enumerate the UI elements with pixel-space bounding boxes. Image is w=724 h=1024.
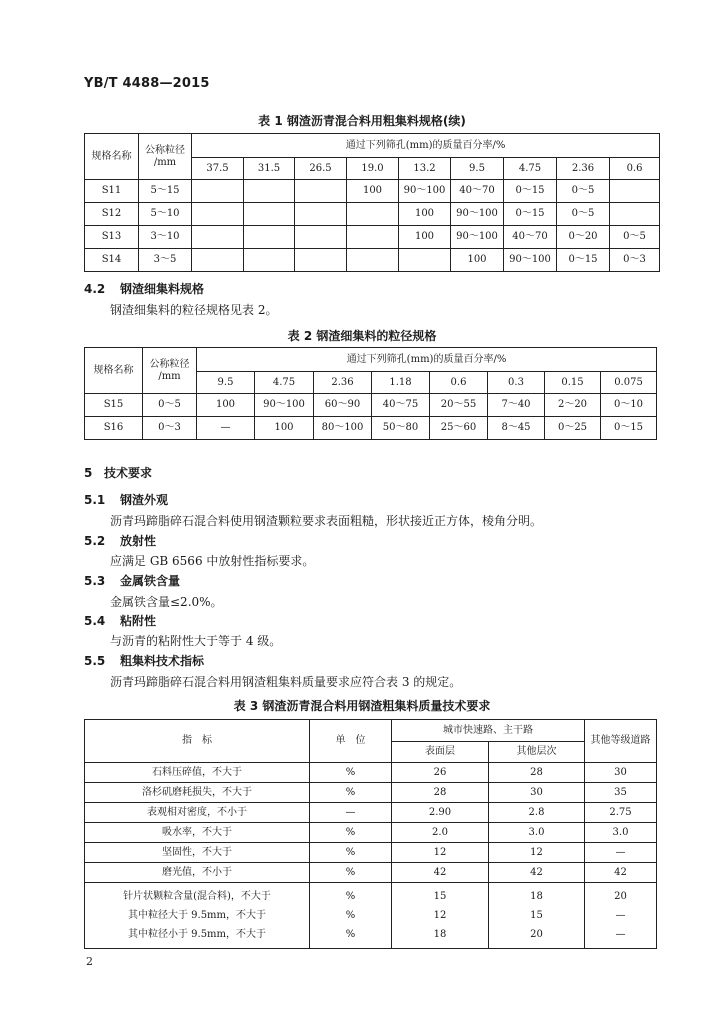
table2-value-cell: 7～40 xyxy=(488,394,545,417)
table2-sieve-header: 0.3 xyxy=(488,372,545,394)
section-4-2-heading xyxy=(84,280,204,297)
table3-other-layers-cell: 28 xyxy=(489,763,585,783)
section-5-3-text: 金属铁含量≤2.0%。 xyxy=(110,595,223,609)
table1-value-cell xyxy=(192,180,244,203)
section-5-2-text: 应满足 GB 6566 中放射性指标要求。 xyxy=(110,554,315,568)
table2-value-cell: — xyxy=(197,417,255,440)
table1-size-cell: 5～15 xyxy=(139,180,192,203)
table2-sieve-header: 0.6 xyxy=(430,372,488,394)
table2 xyxy=(84,347,657,440)
table1-value-cell xyxy=(192,226,244,249)
table1-sieve-header: 19.0 xyxy=(347,158,399,180)
table1-value-cell xyxy=(244,180,295,203)
table1-value-cell xyxy=(244,249,295,272)
table1-value-cell: 0～3 xyxy=(610,249,660,272)
table3-index-cell-line: 其中粒径大于 9.5mm，不大于 xyxy=(127,910,267,921)
table1-value-cell xyxy=(295,249,347,272)
table2-value-cell: 100 xyxy=(197,394,255,417)
table2-spec-cell: S16 xyxy=(85,417,143,440)
section-5-5-text: 沥青玛蹄脂碎石混合料用钢渣粗集料质量要求应符合表 3 的规定。 xyxy=(110,675,462,689)
table3-header-other-roads: 其他等级道路 xyxy=(585,720,657,763)
table3-surface-cell: 2.0 xyxy=(392,823,489,843)
table3-surface-cell: 28 xyxy=(392,783,489,803)
table1-value-cell: 90～100 xyxy=(399,180,451,203)
table2-spec-cell: S15 xyxy=(85,394,143,417)
section-5-4-heading xyxy=(84,612,156,629)
table3-other-roads-cell: 2.75 xyxy=(585,803,657,823)
table2-value-cell: 0～15 xyxy=(601,417,657,440)
table1-sieve-header: 26.5 xyxy=(295,158,347,180)
table2-sieve-header: 1.18 xyxy=(372,372,430,394)
table1-value-cell xyxy=(610,203,660,226)
section-number: 5.5 xyxy=(84,654,106,668)
table3-index-cell: 表观相对密度，不小于 xyxy=(85,803,310,823)
section-5-1-text: 沥青玛蹄脂碎石混合料使用钢渣颗粒要求表面粗糙，形状接近正方体，棱角分明。 xyxy=(110,514,543,528)
table3-other-layers-cell-line: 15 xyxy=(530,910,543,921)
table2-value-cell: 2～20 xyxy=(545,394,601,417)
table1-size-cell: 3～5 xyxy=(139,249,192,272)
table2-value-cell: 40～75 xyxy=(372,394,430,417)
table3 xyxy=(84,719,657,949)
standard-code-header: YB/T 4488—2015 xyxy=(84,76,210,91)
table3-other-layers-cell: 3.0 xyxy=(489,823,585,843)
table2-value-cell: 100 xyxy=(255,417,314,440)
table1-size-cell: 3～10 xyxy=(139,226,192,249)
table-row xyxy=(85,203,660,226)
table1-value-cell xyxy=(347,203,399,226)
table3-unit-cell: % xyxy=(310,823,392,843)
table3-other-roads-cell: 30 xyxy=(585,763,657,783)
table1-sieve-header: 37.5 xyxy=(192,158,244,180)
table2-value-cell: 0～25 xyxy=(545,417,601,440)
section-title: 钢渣细集料规格 xyxy=(120,282,205,296)
section-4-2-text: 钢渣细集料的粒径规格见表 2。 xyxy=(110,303,278,317)
table3-surface-cell xyxy=(392,883,489,949)
table-row xyxy=(85,823,657,843)
table2-value-cell: 8～45 xyxy=(488,417,545,440)
table-row xyxy=(85,803,657,823)
section-number: 5.1 xyxy=(84,493,106,507)
table3-other-layers-cell: 30 xyxy=(489,783,585,803)
table3-other-layers-cell: 2.8 xyxy=(489,803,585,823)
table1-value-cell xyxy=(244,226,295,249)
table3-header-surface: 表面层 xyxy=(392,742,489,763)
table3-surface-cell: 42 xyxy=(392,863,489,883)
table1-value-cell: 0～5 xyxy=(557,180,610,203)
section-number: 5.3 xyxy=(84,574,106,588)
table1-value-cell: 0～5 xyxy=(610,226,660,249)
table3-unit-cell: % xyxy=(310,863,392,883)
page-number: 2 xyxy=(86,955,93,968)
table3-unit-cell: % xyxy=(310,763,392,783)
table1 xyxy=(84,133,660,272)
table1-value-cell: 90～100 xyxy=(451,203,504,226)
table1-header-size: 公称粒径 /mm xyxy=(139,134,192,180)
table1-value-cell xyxy=(192,203,244,226)
table1-value-cell xyxy=(192,249,244,272)
table1-value-cell: 100 xyxy=(399,226,451,249)
table2-value-cell: 80～100 xyxy=(314,417,372,440)
table3-caption: 表 3 钢渣沥青混合料用钢渣粗集料质量技术要求 xyxy=(233,699,491,713)
section-title: 钢渣外观 xyxy=(120,493,169,507)
table-row xyxy=(85,763,657,783)
table2-header-spec: 规格名称 xyxy=(85,348,143,394)
table1-value-cell xyxy=(347,249,399,272)
table2-value-cell: 50～80 xyxy=(372,417,430,440)
table3-other-layers-cell-line: 20 xyxy=(530,929,543,940)
section-number: 5.4 xyxy=(84,614,106,628)
table1-sieve-header: 31.5 xyxy=(244,158,295,180)
section-number: 4.2 xyxy=(84,282,106,296)
table3-index-cell xyxy=(85,883,310,949)
table1-sieve-header: 9.5 xyxy=(451,158,504,180)
table-row xyxy=(85,226,660,249)
table3-unit-cell: — xyxy=(310,803,392,823)
table2-value-cell: 0～10 xyxy=(601,394,657,417)
table-row xyxy=(85,417,657,440)
table1-value-cell: 100 xyxy=(451,249,504,272)
table-row xyxy=(85,394,657,417)
section-number: 5.2 xyxy=(84,534,106,548)
table1-value-cell: 0～5 xyxy=(557,203,610,226)
table3-other-roads-cell: 35 xyxy=(585,783,657,803)
table3-other-layers-cell: 12 xyxy=(489,843,585,863)
table2-value-cell: 60～90 xyxy=(314,394,372,417)
table2-size-cell: 0～3 xyxy=(143,417,197,440)
table3-index-cell: 吸水率，不大于 xyxy=(85,823,310,843)
table3-surface-cell: 2.90 xyxy=(392,803,489,823)
table-row xyxy=(85,783,657,803)
table1-sieve-header: 4.75 xyxy=(504,158,557,180)
table2-value-cell: 25～60 xyxy=(430,417,488,440)
table2-value-cell: 20～55 xyxy=(430,394,488,417)
table3-other-roads-cell xyxy=(585,883,657,949)
table3-surface-cell: 12 xyxy=(392,843,489,863)
table3-unit-cell-line: % xyxy=(345,910,356,921)
table1-value-cell: 90～100 xyxy=(504,249,557,272)
table1-value-cell: 100 xyxy=(399,203,451,226)
table1-value-cell: 90～100 xyxy=(451,226,504,249)
table1-value-cell xyxy=(295,226,347,249)
table2-sieve-header: 4.75 xyxy=(255,372,314,394)
table2-sieve-header: 2.36 xyxy=(314,372,372,394)
table3-surface-cell-line: 12 xyxy=(433,910,447,921)
section-title: 粗集料技术指标 xyxy=(120,654,205,668)
section-number: 5 xyxy=(84,466,93,480)
section-5-4-text: 与沥青的粘附性大于等于 4 级。 xyxy=(110,634,282,648)
table-row xyxy=(85,180,660,203)
table3-other-layers-cell-line: 18 xyxy=(530,891,543,902)
table3-surface-cell: 26 xyxy=(392,763,489,783)
table2-sieve-header: 9.5 xyxy=(197,372,255,394)
table1-value-cell: 0～20 xyxy=(557,226,610,249)
table3-other-layers-cell: 42 xyxy=(489,863,585,883)
table3-unit-cell: % xyxy=(310,843,392,863)
table1-sieve-header: 2.36 xyxy=(557,158,610,180)
table2-value-cell: 90～100 xyxy=(255,394,314,417)
table1-value-cell: 0～15 xyxy=(504,180,557,203)
table1-value-cell xyxy=(399,249,451,272)
table1-value-cell: 100 xyxy=(347,180,399,203)
table1-spec-cell: S11 xyxy=(85,180,139,203)
section-title: 放射性 xyxy=(120,534,157,548)
table1-spec-cell: S13 xyxy=(85,226,139,249)
table3-surface-cell-line: 15 xyxy=(433,891,447,902)
table3-header-index: 指 标 xyxy=(85,720,310,763)
table-row xyxy=(85,843,657,863)
table3-other-roads-cell: — xyxy=(585,843,657,863)
table3-unit-cell xyxy=(310,883,392,949)
table3-other-roads-cell-line: — xyxy=(615,910,626,921)
table1-sieve-header: 13.2 xyxy=(399,158,451,180)
table1-spec-cell: S12 xyxy=(85,203,139,226)
table-row xyxy=(85,249,660,272)
table1-header-spec: 规格名称 xyxy=(85,134,139,180)
table3-index-cell: 磨光值，不小于 xyxy=(85,863,310,883)
table3-surface-cell-line: 18 xyxy=(433,929,447,940)
table2-sieve-header: 0.15 xyxy=(545,372,601,394)
table2-size-cell: 0～5 xyxy=(143,394,197,417)
table1-value-cell xyxy=(610,180,660,203)
table1-value-cell xyxy=(244,203,295,226)
table3-index-cell: 坚固性，不大于 xyxy=(85,843,310,863)
table-row xyxy=(85,863,657,883)
section-5-3-heading xyxy=(84,572,180,589)
section-5-heading xyxy=(84,464,152,481)
table1-value-cell: 0～15 xyxy=(557,249,610,272)
section-5-5-heading xyxy=(84,652,204,669)
table3-other-roads-cell-line: — xyxy=(615,929,626,940)
table3-other-roads-cell: 42 xyxy=(585,863,657,883)
table3-index-cell-line: 其中粒径小于 9.5mm，不大于 xyxy=(127,929,267,940)
table3-other-roads-cell: 3.0 xyxy=(585,823,657,843)
section-5-2-heading xyxy=(84,532,156,549)
table1-sieve-header: 0.6 xyxy=(610,158,660,180)
table1-spec-cell: S14 xyxy=(85,249,139,272)
table1-value-cell: 40～70 xyxy=(451,180,504,203)
table3-header-city: 城市快速路、主干路 xyxy=(392,720,585,742)
table1-caption: 表 1 钢渣沥青混合料用粗集料规格(续) xyxy=(258,114,466,128)
table2-header-pass: 通过下列筛孔(mm)的质量百分率/% xyxy=(197,348,657,372)
table3-index-cell: 石料压碎值，不大于 xyxy=(85,763,310,783)
table3-other-roads-cell-line: 20 xyxy=(614,891,627,902)
table3-unit-cell-line: % xyxy=(345,891,356,902)
table3-unit-cell: % xyxy=(310,783,392,803)
table3-header-other-layers: 其他层次 xyxy=(489,742,585,763)
table3-index-cell-line: 针片状颗粒含量(混合料)，不大于 xyxy=(123,891,271,902)
section-5-1-heading xyxy=(84,491,168,508)
section-title: 金属铁含量 xyxy=(120,574,181,588)
table3-unit-cell-line: % xyxy=(345,929,356,940)
table2-sieve-header: 0.075 xyxy=(601,372,657,394)
table1-value-cell xyxy=(347,226,399,249)
table1-value-cell xyxy=(295,203,347,226)
table1-size-cell: 5～10 xyxy=(139,203,192,226)
table1-value-cell xyxy=(295,180,347,203)
section-title: 粘附性 xyxy=(120,614,157,628)
table2-caption: 表 2 钢渣细集料的粒径规格 xyxy=(287,329,437,343)
section-title: 技术要求 xyxy=(104,466,153,480)
table-row xyxy=(85,883,657,949)
table1-value-cell: 40～70 xyxy=(504,226,557,249)
table3-other-layers-cell xyxy=(489,883,585,949)
table2-header-size: 公称粒径 /mm xyxy=(143,348,197,394)
table3-header-unit: 单 位 xyxy=(310,720,392,763)
table1-header-pass: 通过下列筛孔(mm)的质量百分率/% xyxy=(192,134,660,158)
table1-value-cell: 0～15 xyxy=(504,203,557,226)
table3-index-cell: 洛杉矶磨耗损失，不大于 xyxy=(85,783,310,803)
